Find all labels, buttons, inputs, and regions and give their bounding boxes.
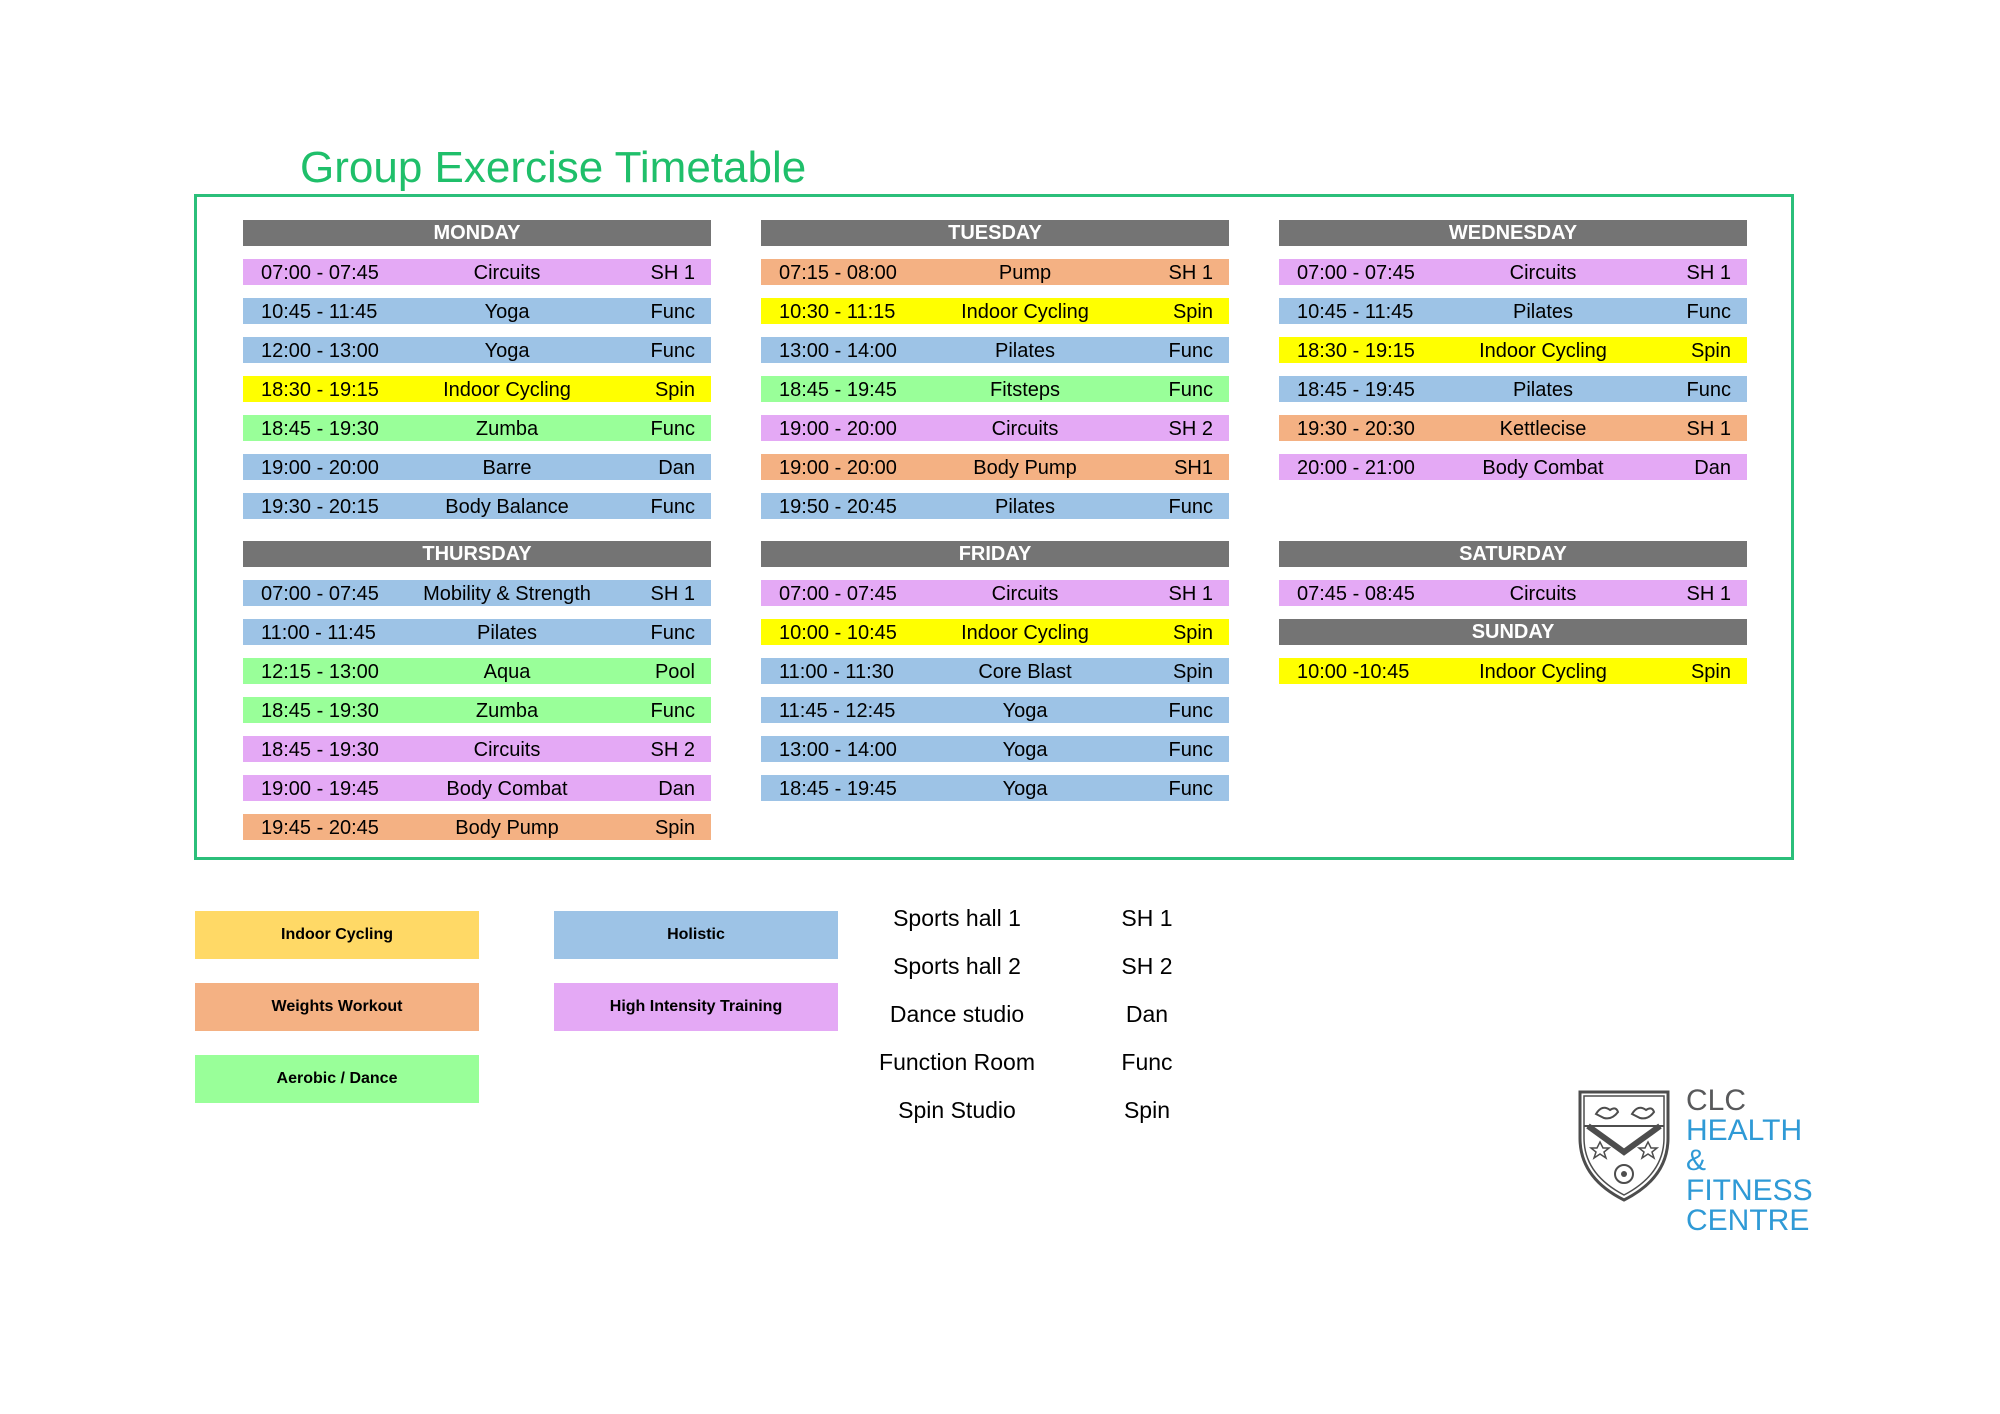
legend-weights-workout: Weights Workout <box>195 983 479 1031</box>
class-slot <box>243 658 711 684</box>
class-name: Pilates <box>1512 301 1574 323</box>
class-slot <box>1279 580 1747 606</box>
class-room: Func <box>1686 301 1731 323</box>
room-row <box>852 1042 1232 1090</box>
day-header-thursday: THURSDAY <box>243 541 711 567</box>
class-slot <box>243 736 711 762</box>
day-tuesday <box>761 220 1229 519</box>
class-slot <box>761 337 1229 363</box>
class-room: Func <box>650 340 695 362</box>
class-time: 18:45 - 19:45 <box>779 778 897 800</box>
class-room: Spin <box>654 379 695 401</box>
page-title: Group Exercise Timetable <box>300 143 807 192</box>
class-name: Fitsteps <box>989 379 1061 401</box>
class-room: SH 2 <box>650 739 695 761</box>
class-name: Yoga <box>484 340 530 362</box>
class-time: 10:00 -10:45 <box>1297 661 1410 683</box>
class-slot <box>761 658 1229 684</box>
room-code: SH 1 <box>1121 905 1173 931</box>
class-slot <box>243 580 711 606</box>
class-room: SH 1 <box>1168 583 1213 605</box>
class-time: 07:15 - 08:00 <box>779 262 897 284</box>
class-time: 11:00 - 11:30 <box>779 661 894 683</box>
class-name: Yoga <box>1002 700 1048 722</box>
class-room: SH 1 <box>1686 418 1731 440</box>
class-slot <box>761 736 1229 762</box>
class-time: 11:00 - 11:45 <box>261 622 376 644</box>
class-time: 10:00 - 10:45 <box>779 622 897 644</box>
class-name: Barre <box>482 457 532 479</box>
class-name: Indoor Cycling <box>1479 661 1607 683</box>
class-time: 10:45 - 11:45 <box>1297 301 1414 323</box>
class-time: 12:15 - 13:00 <box>261 661 379 683</box>
class-slot <box>1279 337 1747 363</box>
day-thursday <box>243 541 711 840</box>
class-room: Func <box>1168 340 1213 362</box>
class-name: Indoor Cycling <box>1479 340 1607 362</box>
class-time: 13:00 - 14:00 <box>779 739 897 761</box>
class-name: Pilates <box>994 340 1056 362</box>
class-name: Indoor Cycling <box>961 622 1089 644</box>
class-name: Yoga <box>1002 739 1048 761</box>
class-time: 19:30 - 20:15 <box>261 496 379 518</box>
class-time: 18:45 - 19:30 <box>261 418 379 440</box>
class-room: Spin <box>1172 301 1213 323</box>
class-time: 19:00 - 19:45 <box>261 778 379 800</box>
class-slot <box>761 619 1229 645</box>
class-room: Func <box>650 496 695 518</box>
class-time: 13:00 - 14:00 <box>779 340 897 362</box>
class-slot <box>761 454 1229 480</box>
class-room: Spin <box>1690 661 1731 683</box>
class-time: 19:50 - 20:45 <box>779 496 897 518</box>
class-name: Body Combat <box>446 778 568 800</box>
class-time: 10:30 - 11:15 <box>779 301 896 323</box>
class-name: Yoga <box>1002 778 1048 800</box>
class-slot <box>761 415 1229 441</box>
class-time: 18:30 - 19:15 <box>261 379 379 401</box>
day-header-tuesday: TUESDAY <box>761 220 1229 246</box>
class-time: 19:00 - 20:00 <box>779 418 897 440</box>
crest-icon <box>1574 1086 1674 1206</box>
room-code: Dan <box>1125 1001 1169 1027</box>
class-room: Spin <box>654 817 695 839</box>
class-name: Body Pump <box>455 817 559 839</box>
room-code: SH 2 <box>1121 953 1173 979</box>
class-name: Pilates <box>1512 379 1574 401</box>
class-room: SH 1 <box>650 583 695 605</box>
class-name: Kettlecise <box>1499 418 1587 440</box>
class-name: Pilates <box>994 496 1056 518</box>
class-slot <box>761 493 1229 519</box>
class-name: Circuits <box>991 418 1059 440</box>
class-room: SH1 <box>1174 457 1213 479</box>
class-slot <box>243 493 711 519</box>
day-friday <box>761 541 1229 801</box>
class-room: Dan <box>1694 457 1731 479</box>
clc-logo <box>1574 1084 1834 1237</box>
day-header-sunday: SUNDAY <box>1279 619 1747 645</box>
class-slot <box>243 697 711 723</box>
class-room: Spin <box>1690 340 1731 362</box>
room-name: Sports hall 2 <box>893 953 1021 979</box>
class-name: Body Combat <box>1482 457 1604 479</box>
class-time: 20:00 - 21:00 <box>1297 457 1415 479</box>
legend-holistic: Holistic <box>554 911 838 959</box>
class-slot <box>761 259 1229 285</box>
class-name: Indoor Cycling <box>443 379 571 401</box>
class-room: Spin <box>1172 661 1213 683</box>
class-room: SH 1 <box>1686 262 1731 284</box>
class-slot <box>1279 376 1747 402</box>
day-header-wednesday: WEDNESDAY <box>1279 220 1747 246</box>
class-slot <box>243 454 711 480</box>
room-key <box>852 898 1232 1138</box>
class-slot <box>761 580 1229 606</box>
room-row <box>852 946 1232 994</box>
class-room: SH 2 <box>1168 418 1213 440</box>
class-name: Yoga <box>484 301 530 323</box>
class-slot <box>1279 658 1747 684</box>
class-time: 10:45 - 11:45 <box>261 301 378 323</box>
class-room: Dan <box>658 457 695 479</box>
class-slot <box>1279 454 1747 480</box>
class-slot <box>243 298 711 324</box>
room-row <box>852 898 1232 946</box>
class-name: Indoor Cycling <box>961 301 1089 323</box>
class-time: 19:00 - 20:00 <box>261 457 379 479</box>
logo-line-clc: CLC <box>1686 1084 1747 1117</box>
legend-high-intensity-training: High Intensity Training <box>554 983 838 1031</box>
class-slot <box>1279 298 1747 324</box>
day-sunday <box>1279 619 1747 684</box>
class-time: 12:00 - 13:00 <box>261 340 379 362</box>
class-name: Zumba <box>475 700 539 722</box>
day-monday <box>243 220 711 519</box>
room-name: Sports hall 1 <box>893 905 1021 931</box>
class-slot <box>243 337 711 363</box>
class-room: Func <box>1168 700 1213 722</box>
class-room: Func <box>1168 496 1213 518</box>
class-name: Core Blast <box>978 661 1072 683</box>
room-code: Spin <box>1123 1097 1171 1123</box>
class-time: 18:30 - 19:15 <box>1297 340 1415 362</box>
class-name: Aqua <box>483 661 531 683</box>
class-slot <box>243 376 711 402</box>
class-room: SH 1 <box>1168 262 1213 284</box>
class-time: 07:00 - 07:45 <box>261 262 379 284</box>
class-name: Circuits <box>1509 583 1577 605</box>
class-room: Func <box>650 301 695 323</box>
class-name: Mobility & Strength <box>423 583 591 605</box>
class-time: 19:45 - 20:45 <box>261 817 379 839</box>
logo-line-health: HEALTH <box>1686 1114 1803 1147</box>
day-header-saturday: SATURDAY <box>1279 541 1747 567</box>
class-slot <box>1279 415 1747 441</box>
class-room: SH 1 <box>1686 583 1731 605</box>
class-slot <box>243 814 711 840</box>
class-time: 18:45 - 19:45 <box>779 379 897 401</box>
class-slot <box>761 775 1229 801</box>
class-slot <box>761 376 1229 402</box>
class-room: Func <box>1168 379 1213 401</box>
class-time: 07:45 - 08:45 <box>1297 583 1415 605</box>
logo-line-centre: CENTRE <box>1686 1204 1810 1237</box>
room-row <box>852 994 1232 1042</box>
class-name: Circuits <box>473 739 541 761</box>
class-slot <box>761 697 1229 723</box>
room-name: Spin Studio <box>898 1097 1016 1123</box>
class-room: SH 1 <box>650 262 695 284</box>
class-name: Pilates <box>476 622 538 644</box>
class-room: Func <box>650 622 695 644</box>
legend-aerobic-dance: Aerobic / Dance <box>195 1055 479 1103</box>
class-time: 18:45 - 19:30 <box>261 739 379 761</box>
class-room: Dan <box>658 778 695 800</box>
class-slot <box>761 298 1229 324</box>
day-wednesday <box>1279 220 1747 480</box>
legend-indoor-cycling: Indoor Cycling <box>195 911 479 959</box>
logo-line-fitness: & FITNESS <box>1686 1144 1813 1207</box>
class-slot <box>1279 259 1747 285</box>
day-header-friday: FRIDAY <box>761 541 1229 567</box>
room-code: Func <box>1121 1049 1173 1075</box>
class-room: Func <box>1686 379 1731 401</box>
day-saturday <box>1279 541 1747 606</box>
class-time: 19:00 - 20:00 <box>779 457 897 479</box>
class-time: 07:00 - 07:45 <box>1297 262 1415 284</box>
room-name: Function Room <box>879 1049 1035 1075</box>
class-time: 18:45 - 19:30 <box>261 700 379 722</box>
class-name: Body Pump <box>973 457 1077 479</box>
class-slot <box>243 259 711 285</box>
class-slot <box>243 775 711 801</box>
class-name: Pump <box>998 262 1052 284</box>
class-time: 11:45 - 12:45 <box>779 700 896 722</box>
class-name: Circuits <box>1509 262 1577 284</box>
class-room: Pool <box>654 661 695 683</box>
class-time: 07:00 - 07:45 <box>779 583 897 605</box>
class-room: Func <box>1168 739 1213 761</box>
class-room: Func <box>1168 778 1213 800</box>
class-name: Circuits <box>473 262 541 284</box>
class-room: Func <box>650 700 695 722</box>
class-slot <box>243 619 711 645</box>
class-time: 07:00 - 07:45 <box>261 583 379 605</box>
class-room: Spin <box>1172 622 1213 644</box>
class-name: Circuits <box>991 583 1059 605</box>
room-row <box>852 1090 1232 1138</box>
class-time: 18:45 - 19:45 <box>1297 379 1415 401</box>
logo-text <box>1686 1086 1834 1236</box>
class-slot <box>243 415 711 441</box>
class-name: Zumba <box>475 418 539 440</box>
room-name: Dance studio <box>889 1001 1025 1027</box>
class-name: Body Balance <box>445 496 569 518</box>
class-room: Func <box>650 418 695 440</box>
day-header-monday: MONDAY <box>243 220 711 246</box>
class-time: 19:30 - 20:30 <box>1297 418 1415 440</box>
